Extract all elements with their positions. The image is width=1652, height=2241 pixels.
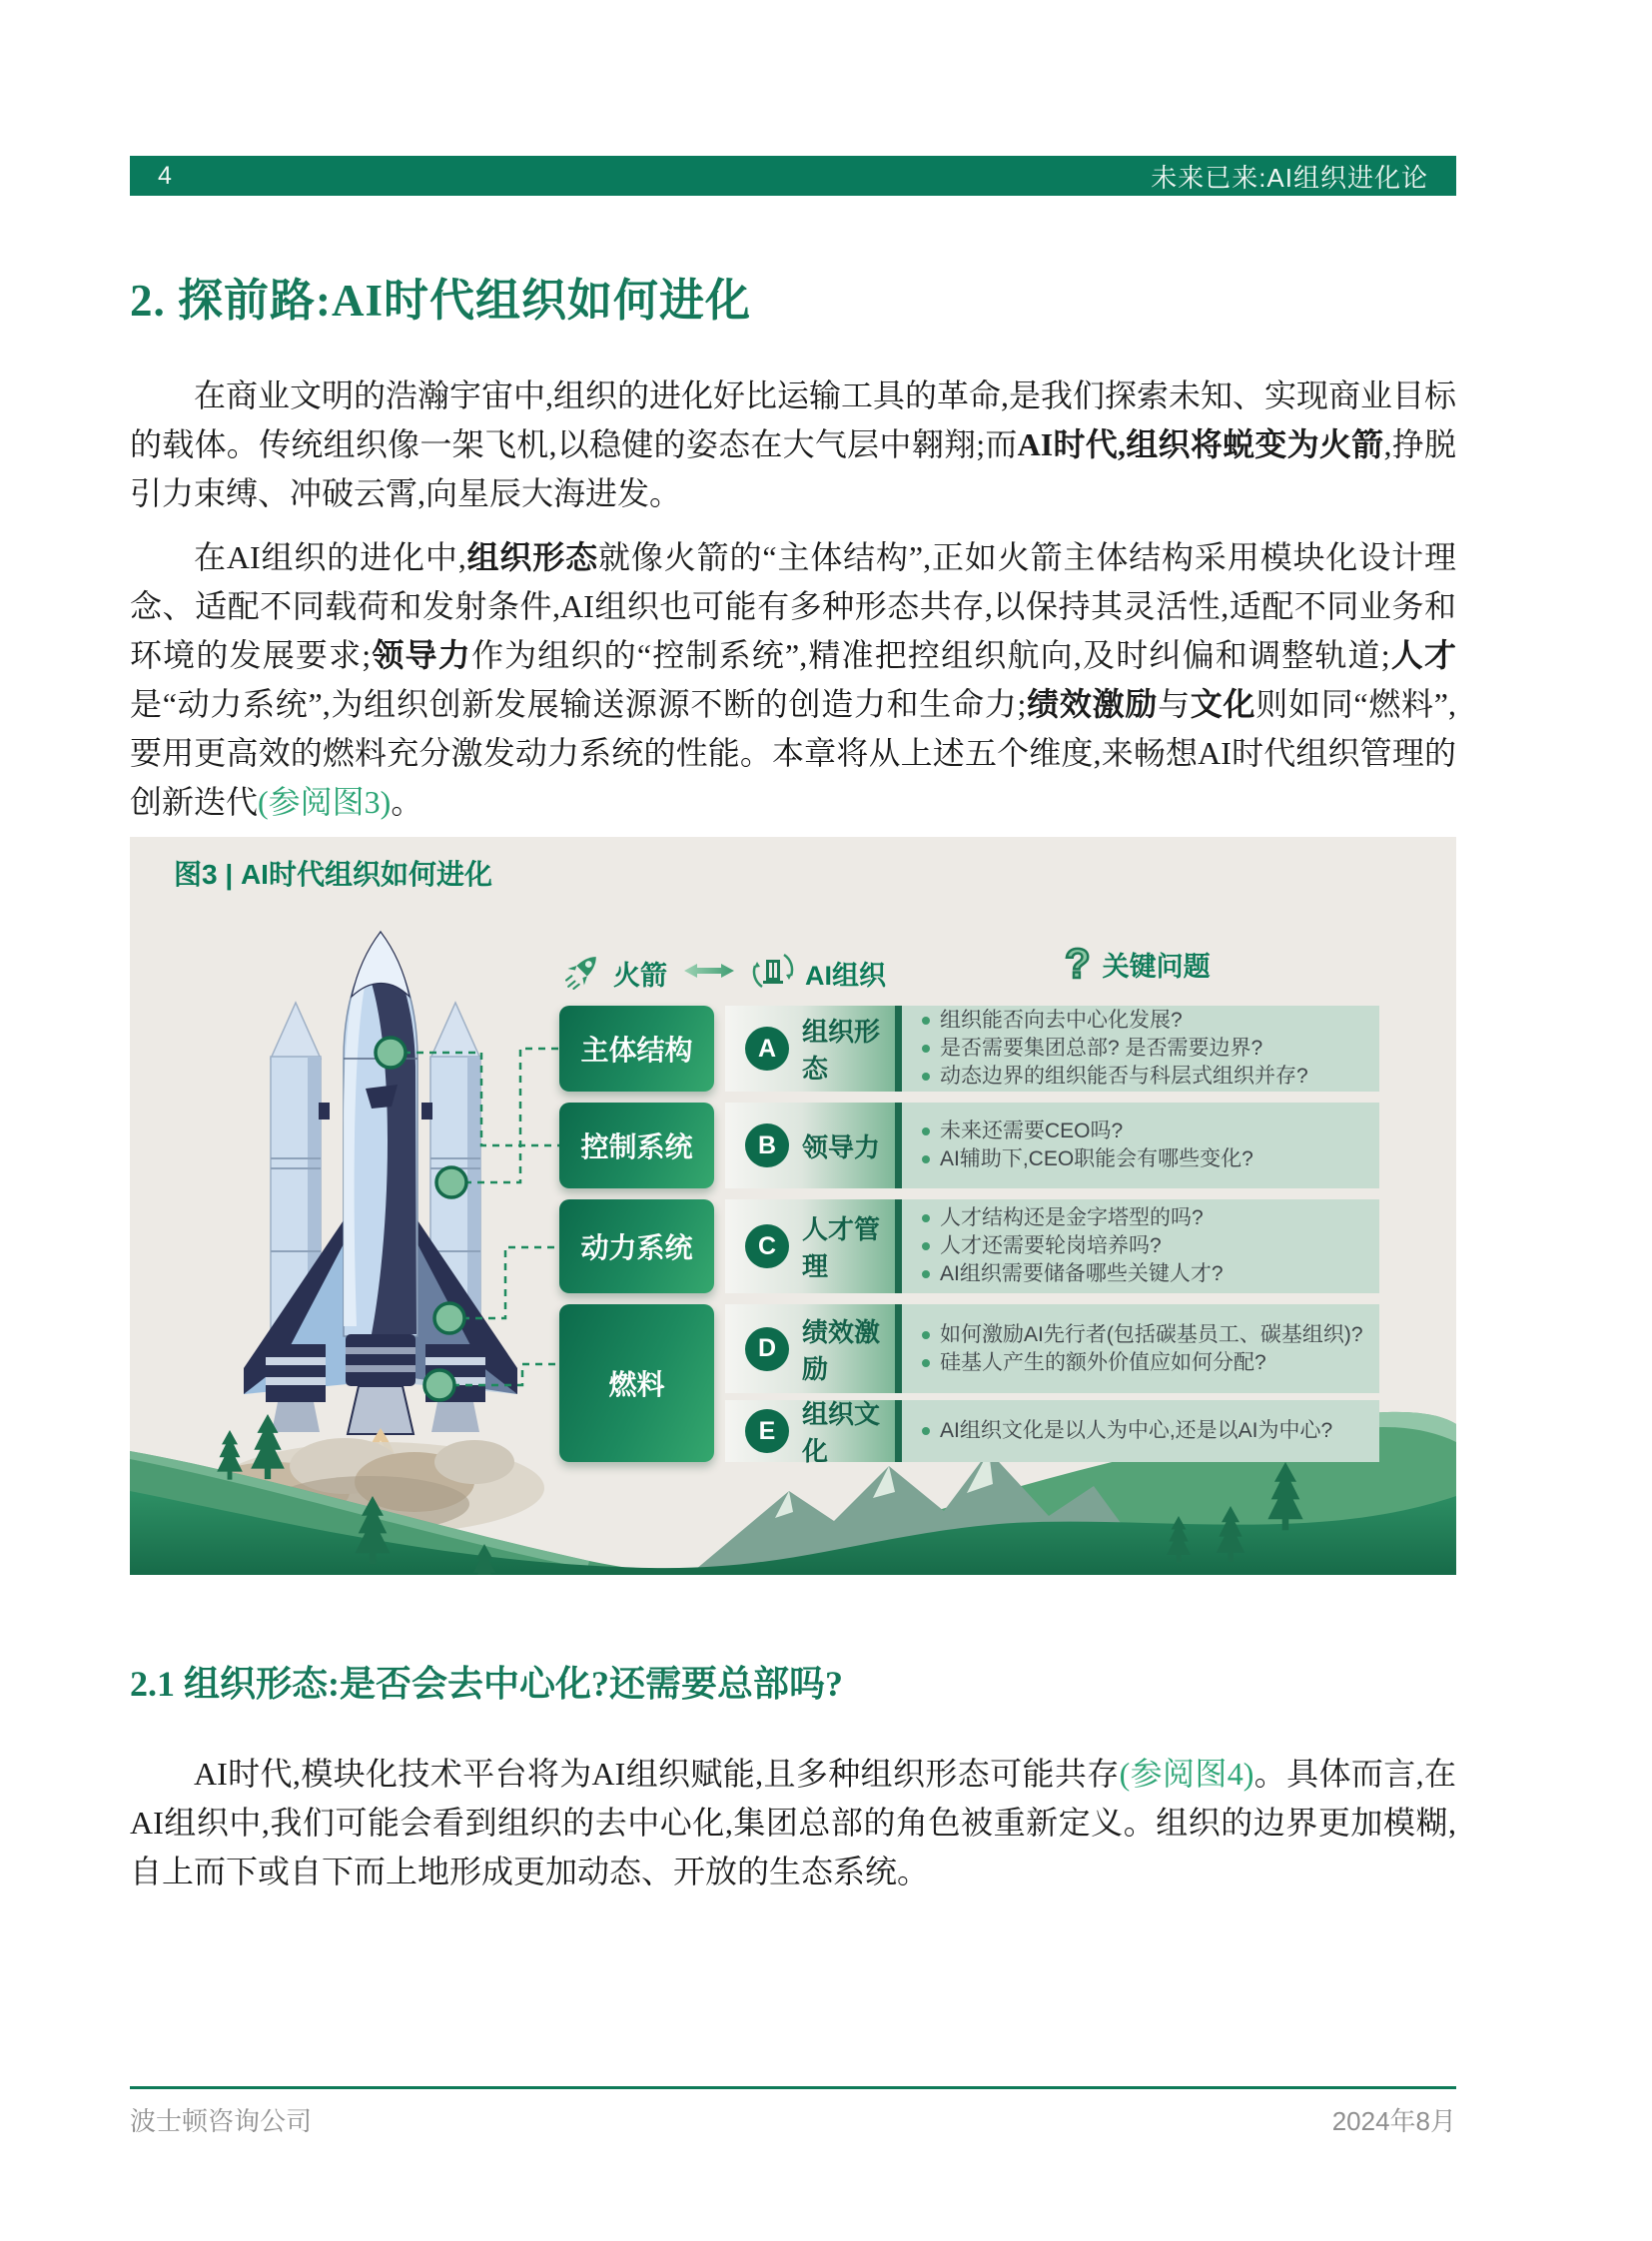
figure-legend-left — [565, 949, 886, 998]
questions-talent: 人才结构还是金字塔型的吗? 人才还需要轮岗培养吗? AI组织需要储备哪些关键人才? — [902, 1199, 1379, 1293]
figure-title: 图3 | AI时代组织如何进化 — [174, 859, 492, 890]
double-arrow-icon — [683, 959, 735, 988]
badge-a: A — [745, 1027, 789, 1071]
footer-date: 2024年8月 — [1331, 2106, 1456, 2136]
questions-culture: AI组织文化是以人为中心,还是以AI为中心? — [902, 1400, 1379, 1462]
subsection-heading: 2.1 组织形态:是否会去中心化?还需要总部吗? — [130, 1664, 843, 1704]
page-number: 4 — [158, 161, 172, 190]
rocket-part-fuel: 燃料 — [559, 1304, 714, 1462]
badge-d: D — [745, 1327, 789, 1371]
figure-3 — [130, 837, 1456, 1575]
questions-org-form: 组织能否向去中心化发展? 是否需要集团总部? 是否需要边界? 动态边界的组织能否与科层式组织并存? — [902, 1006, 1379, 1092]
aspect-leadership: B 领导力 — [725, 1103, 902, 1188]
org-building-icon — [751, 949, 795, 998]
paragraph-2: 在AI组织的进化中,组织形态就像火箭的“主体结构”,正如火箭主体结构采用模块化设计理念、适配不同载荷和发射条件,AI组织也可能有多种形态共存,以保持其灵活性,适配不同业务和环境的发展要求;领导力作为组织的“控制系统”,精准把控组织航向,及时纠偏和调整轨道;人才是“动力系统”,为组织创新发展输送源源不断的创造力和生命力;绩效激励与文化则如同“燃料”,要用更高效的燃料充分激发动力系统的性能。本章将从上述五个维度,来畅想AI时代组织管理的创新迭代(参阅图3)。 — [130, 539, 1456, 820]
legend-org-label: AI组织 — [805, 961, 886, 991]
rocket-part-control-system: 控制系统 — [559, 1103, 714, 1188]
badge-b: B — [745, 1123, 789, 1167]
rocket-part-main-structure: 主体结构 — [559, 1006, 714, 1092]
aspect-talent: C 人才管理 — [725, 1199, 902, 1293]
question-mark-icon: ? — [1065, 940, 1091, 987]
questions-incentives: 如何激励AI先行者(包括碳基员工、碳基组织)? 硅基人产生的额外价值应如何分配? — [902, 1304, 1379, 1393]
figure-3-reference-link[interactable]: (参阅图3) — [258, 784, 392, 820]
aspect-culture: E 组织文化 — [725, 1400, 902, 1462]
paragraph-1: 在商业文明的浩瀚宇宙中,组织的进化好比运输工具的革命,是我们探索未知、实现商业目标的载体。传统组织像一架飞机,以稳健的姿态在大气层中翱翔;而AI时代,组织将蜕变为火箭,挣脱引力束缚、冲破云霄,向星辰大海进发。 — [130, 377, 1457, 511]
legend-rocket-label: 火箭 — [613, 961, 667, 991]
badge-e: E — [745, 1409, 789, 1453]
document-title: 未来已来:AI组织进化论 — [1151, 162, 1428, 193]
section-heading: 2. 探前路:AI时代组织如何进化 — [130, 276, 751, 326]
legend-questions-label: 关键问题 — [1102, 951, 1211, 982]
footer-divider — [130, 2086, 1456, 2089]
figure-legend-right — [1065, 940, 1211, 987]
badge-c: C — [745, 1224, 789, 1268]
paragraph-3: AI时代,模块化技术平台将为AI组织赋能,且多种组织形态可能共存(参阅图4)。具体而言,在AI组织中,我们可能会看到组织的去中心化,集团总部的角色被重新定义。组织的边界更加模糊,自上而下或自下而上地形成更加动态、开放的生态系统。 — [130, 1756, 1456, 1889]
page-header-bar — [130, 156, 1456, 196]
figure-4-reference-link[interactable]: (参阅图4) — [1119, 1756, 1254, 1792]
page-footer — [130, 2101, 1456, 2138]
rocket-part-power-system: 动力系统 — [559, 1199, 714, 1293]
footer-company: 波士顿咨询公司 — [130, 2106, 313, 2136]
questions-leadership: 未来还需要CEO吗? AI辅助下,CEO职能会有哪些变化? — [902, 1103, 1379, 1188]
aspect-incentives: D 绩效激励 — [725, 1304, 902, 1393]
aspect-org-form: A 组织形态 — [725, 1006, 902, 1092]
rocket-icon — [565, 952, 603, 995]
